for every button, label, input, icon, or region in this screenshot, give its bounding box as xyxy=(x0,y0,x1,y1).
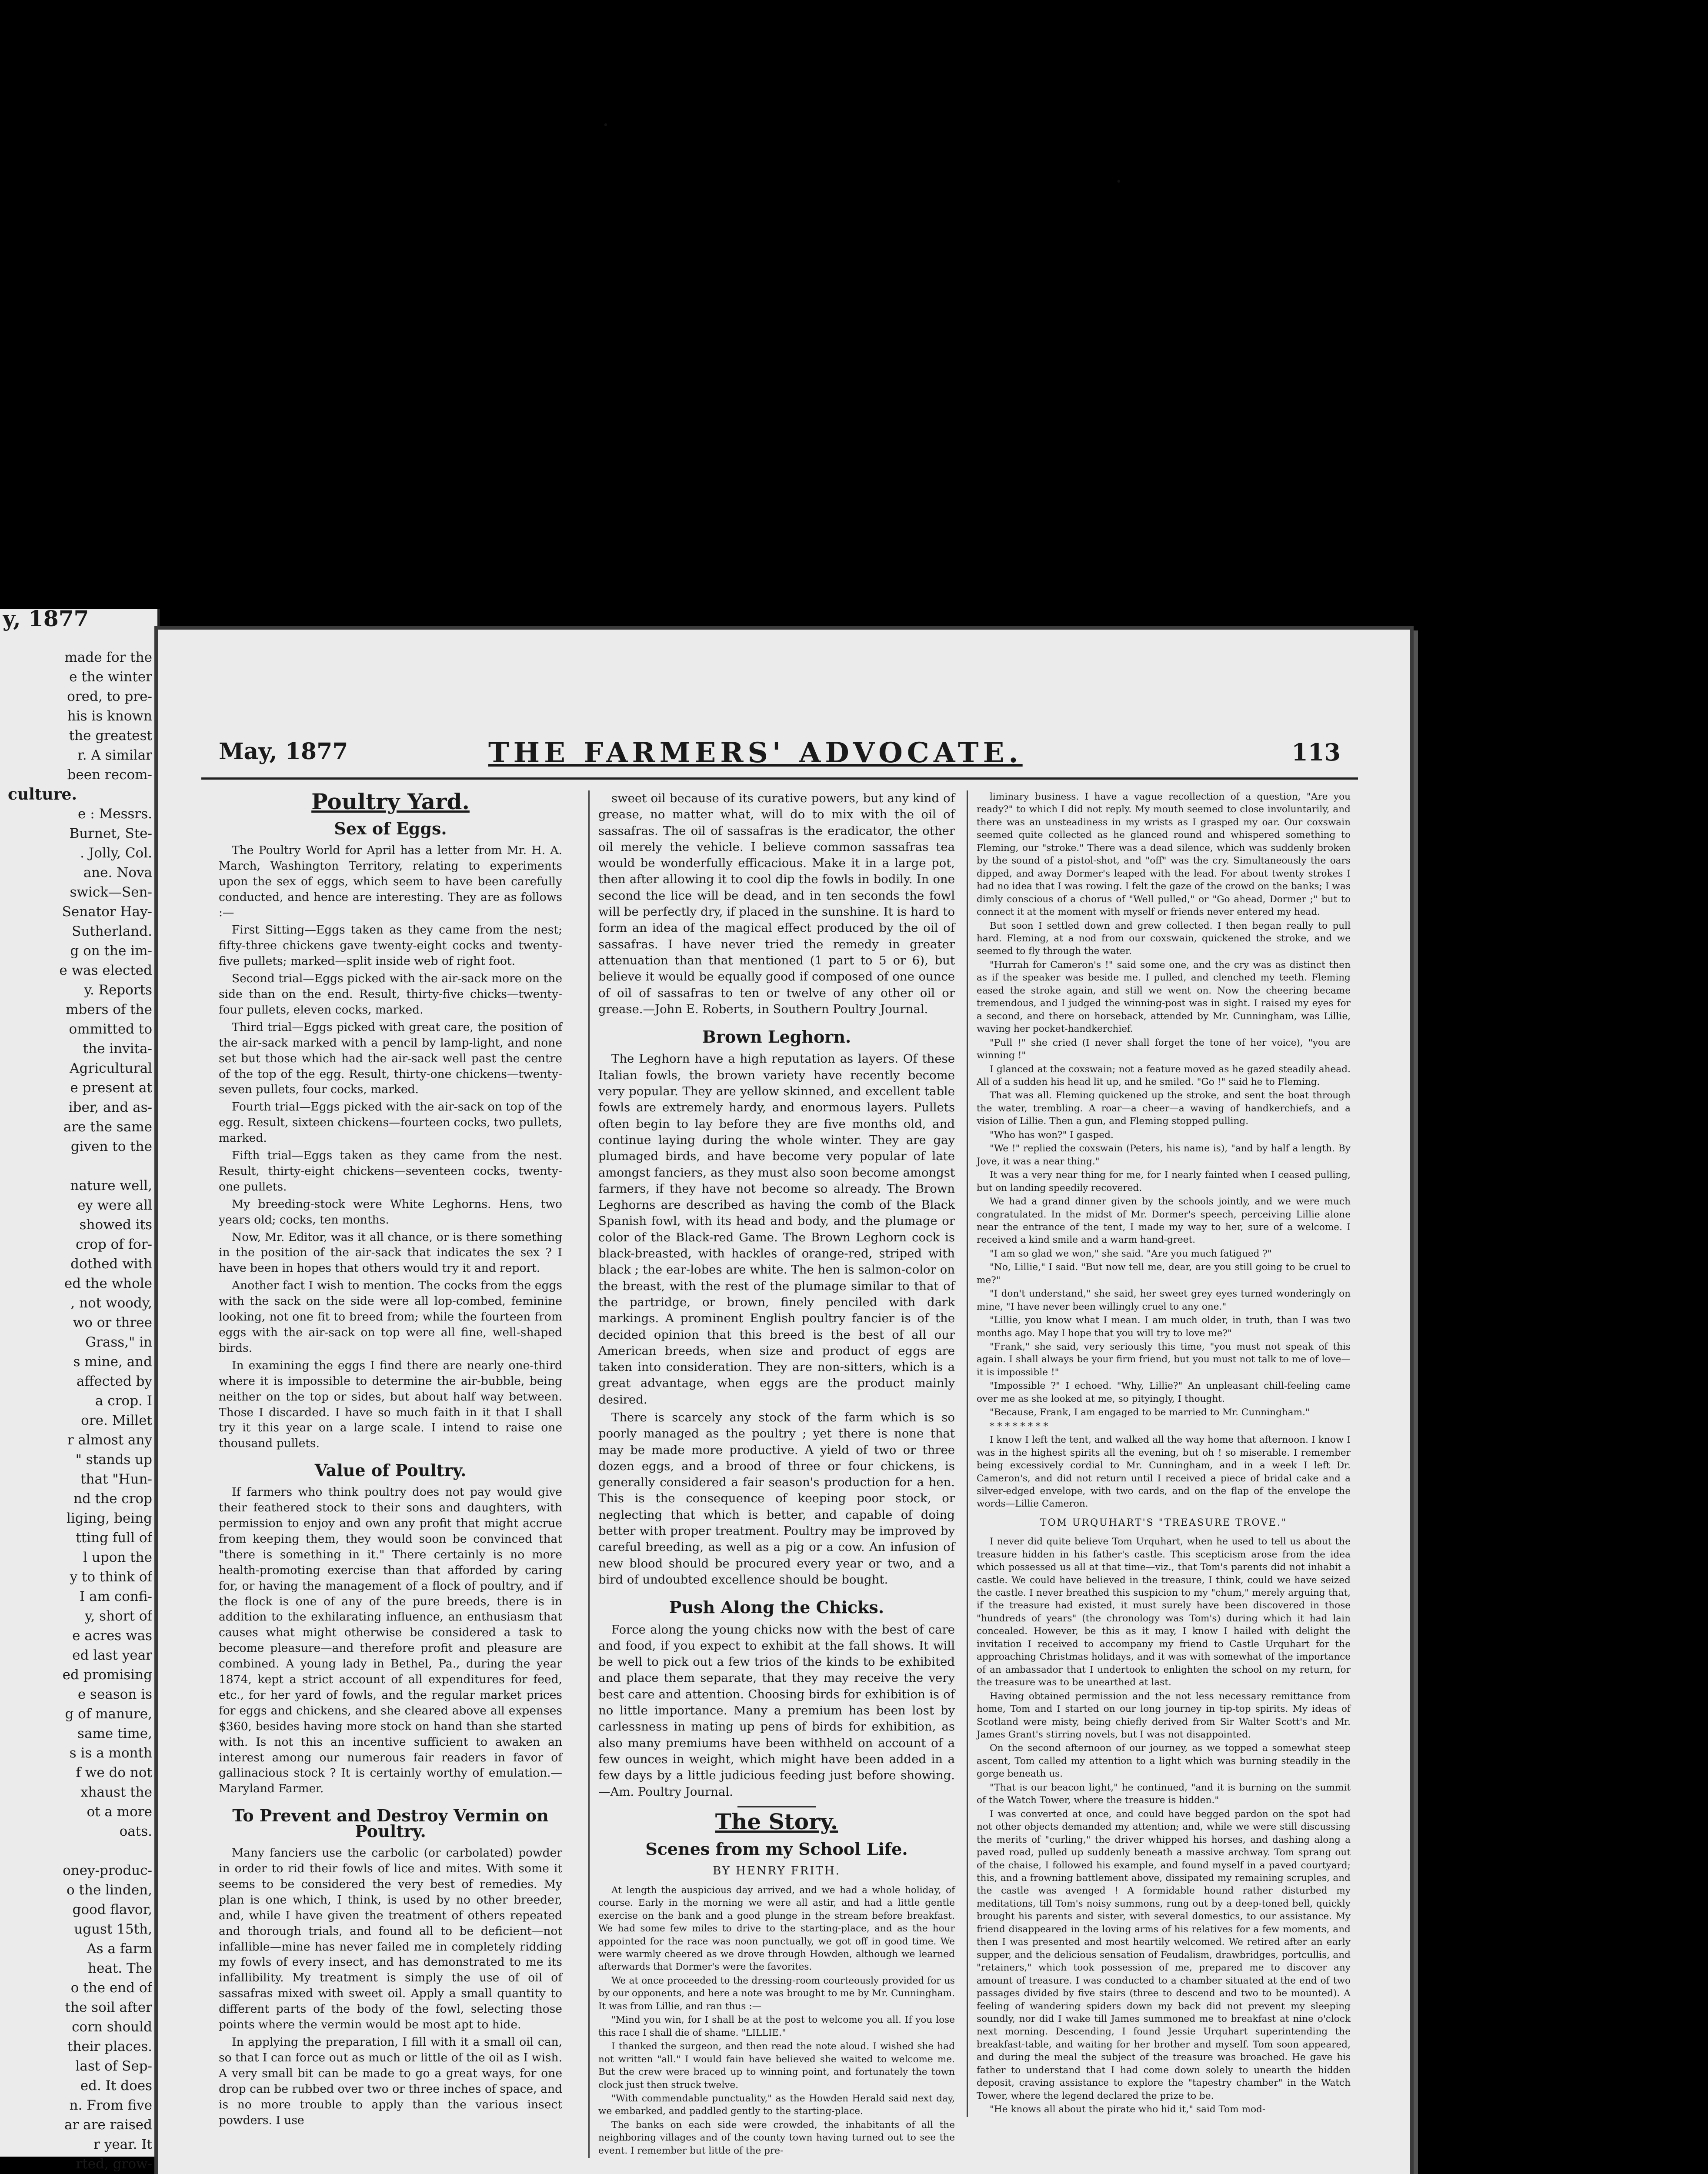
column-2 xyxy=(588,790,955,2158)
story-continuation xyxy=(977,790,1351,1510)
left-page-line: ed. It does xyxy=(80,2078,152,2094)
article-paragraph: In applying the preparation, I fill with it a small oil can, so that I can force out as much or little of the oil as I wish. A very small bit can be made to go a great ways, for one drop can be rubbed over two or three inches of space, and is no more trouble to apply than the various insect powders. I use xyxy=(219,2035,562,2127)
left-page-line: r. A similar xyxy=(77,747,152,763)
story-paragraph: "Frank," she said, very seriously this time, "you must not speak of this again. I shall always be your firm friend, but you must not talk to me of love—it is impossible !" xyxy=(977,1341,1351,1378)
left-page-fragment xyxy=(0,609,160,2172)
story-department-heading: The Story. xyxy=(715,1808,838,1834)
left-page-line: made for the xyxy=(64,650,152,665)
left-page-line: Burnet, Ste- xyxy=(69,826,152,841)
column-2-articles xyxy=(598,790,955,1800)
story-paragraph: "We !" replied the coxswain (Peters, his name is), "and by half a length. By Jove, it was a near thing." xyxy=(977,1143,1351,1167)
story-title: Scenes from my School Life. xyxy=(645,1839,908,1859)
article-paragraph: The Leghorn have a high reputation as layers. Of these Italian fowls, the brown variety have recently become very popular. They are yellow skinned, and excellent table fowls are extremely hardy, and enormous layers. Pullets often begin to lay before they are five months old, and continue laying during the whole winter. They are gay plumaged birds, and have become very popular of late amongst fanciers, as they must also soon become amongst farmers, if they have not become so already. The Brown Leghorns are described as having the comb of the Black Spanish fowl, with its head and body, and the plumage or color of the Black-red Game. The Brown Leghorn cock is black-breasted, with hackles of orange-red, striped with black ; the ear-lobes are white. The hen is salmon-color on the breast, with the rest of the plumage similar to that of the partridge, or brown, finely penciled with dark markings. A prominent English poultry fancier is of the decided opinion that this breed is the best of all our American breeds, when size and product of eggs are taken into consideration. They are non-sitters, which is a great advantage, when eggs are the product mainly desired. xyxy=(598,1052,955,1407)
article-paragraph: Second trial—Eggs picked with the air-sack more on the side than on the end. Result, thirty-five chicks—twenty-four pullets, eleven cocks, marked. xyxy=(219,972,562,1017)
header-rule xyxy=(201,777,1358,780)
left-page-line xyxy=(3,1157,152,1176)
story-paragraph: "He knows all about the pirate who hid it," said Tom mod- xyxy=(990,2104,1266,2115)
article-paragraph: sweet oil because of its curative powers, but any kind of grease, no matter what, will do to mix with the oil of sassafras. The oil of sassafras is the eradicator, the other oil merely the vehicle. I believe common sassafras tea would be wonderfully efficacious. Make it in a large pot, then after allowing it to cool dip the fowls in bodily. In one second the lice will be dead, and in ten seconds the fowl will be perfectly dry, if placed in the sunshine. It is hard to form an idea of the magical effect produced by the oil of sassafras. I have never tried the remedy in greater attenuation than that mentioned (1 part to 5 or 6), but believe it would be equally good if composed of one ounce of oil of sassafras to ten or twelve of any other oil or grease.—John E. Roberts, in Southern Poultry Journal. xyxy=(598,791,955,1016)
left-page-line: oney-produc- xyxy=(63,1863,152,1878)
left-page-line: s mine, and xyxy=(73,1354,152,1370)
story-paragraph: I know I left the tent, and walked all the way home that afternoon. I know I was in the highest spirits all the evening, but oh ! so miserable. I remember being excessively cordial to Mr. Cunningham, and in a week I left Dr. Cameron's, and did not return until I received a piece of bridal cake and a silver-edged envelope, with two cards, and on the flap of the envelope the words—Lillie Cameron. xyxy=(977,1434,1351,1510)
story-paragraph: "That is our beacon light," he continued, "and it is burning on the summit of the Watch Tower, where the treasure is hidden." xyxy=(977,1782,1351,1806)
left-page-line: I am confi- xyxy=(80,1589,152,1604)
left-page-line: ore. Millet xyxy=(81,1413,152,1428)
left-page-line: r year. It xyxy=(93,2137,152,2152)
section-divider xyxy=(737,1806,816,1807)
page-number: 113 xyxy=(1291,738,1341,766)
left-page-line: been recom- xyxy=(67,767,152,783)
stray-mark: · xyxy=(1115,169,1122,194)
left-page-line: ar are raised xyxy=(64,2117,152,2133)
left-page-line: nature well, xyxy=(70,1178,152,1194)
article-paragraph: Fourth trial—Eggs picked with the air-sack on top of the egg. Result, sixteen chickens—fourteen cocks, two pullets, marked. xyxy=(219,1100,562,1145)
left-page-line: dothed with xyxy=(70,1256,152,1272)
left-page-line: last of Sep- xyxy=(75,2058,152,2074)
story-paragraph: "With commendable punctuality," as the Howden Herald said next day, we embarked, and paddled gently to the starting-place. xyxy=(598,2093,955,2117)
left-page-line: heat. The xyxy=(88,1961,152,1976)
left-page-line: showed its xyxy=(79,1217,152,1233)
left-page-line: their places. xyxy=(67,2039,152,2054)
article-paragraph: Force along the young chicks now with the best of care and food, if you expect to exhibit at the fall shows. It will be well to pick out a few trios of the kinds to be exhibited and place them separate, that they may receive the very best care and attention. Choosing birds for exhibition is of no little importance. Many a premium has been lost by carlessness in mating up pens of birds for exhibition, as also many premiums have been withheld on account of a few ounces in weight, which might have been added in a few days by a little judicious feeding just before showing.—Am. Poultry Journal. xyxy=(598,1622,955,1799)
left-page-line: Senator Hay- xyxy=(62,904,152,920)
story-paragraph: That was all. Fleming quickened up the stroke, and sent the boat through the water, trembling. A roar—a cheer—a waving of handkerchiefs, and a vision of Lillie. Then a gun, and Fleming stopped pulling. xyxy=(977,1090,1351,1127)
left-page-line: the invita- xyxy=(83,1041,152,1057)
left-page-heading: culture. xyxy=(8,785,77,804)
article-paragraph: If farmers who think poultry does not pay would give their feathered stock to their sons and daughters, with permission to enjoy and own any profit that might accrue from keeping them, they would soon be convinced that "there is something in it." There certainly is no more health-promoting exercise than that afforded by caring for, or having the management of a flock of poultry, and if the flock is one of any of the pure breeds, there is in addition to the exhilarating influence, an enthusiasm that causes what might otherwise be considered a task to become pleasure—and therefore profit and pleasure are combined. A young lady in Bethel, Pa., during the year 1874, kept a strict account of all expenditures for feed, etc., for her yard of fowls, and the regular market prices for eggs and chickens, and she cleared above all expenses $360, besides having more stock on hand than she started with. Is not this an incentive sufficient to awaken an interest among our numerous fair readers in favor of gallinacious stock ? It is certainly worthy of emulation.—Maryland Farmer. xyxy=(219,1485,562,1796)
left-page-line: n. From five xyxy=(69,2097,152,2113)
left-page-line: the greatest xyxy=(69,728,152,744)
article-title: To Prevent and Destroy Vermin on Poultry. xyxy=(232,1806,549,1841)
left-page-line: crop of for- xyxy=(76,1237,152,1252)
newspaper-page xyxy=(154,626,1414,2174)
left-page-line: rted, grow- xyxy=(76,2156,152,2172)
left-page-line: . Jolly, Col. xyxy=(80,845,152,861)
story-subheading: TOM URQUHART'S "TREASURE TROVE." xyxy=(1040,1517,1288,1528)
left-page-line: tting full of xyxy=(76,1530,152,1546)
story-paragraph: We at once proceeded to the dressing-room courteously provided for us by our opponents, and here a note was brought to me by Mr. Cunningham. It was from Lillie, and ran thus :— xyxy=(598,1975,955,2012)
issue-date: May, 1877 xyxy=(219,738,348,765)
left-page-line: g of manure, xyxy=(65,1706,152,1722)
article-paragraph: There is scarcely any stock of the farm which is so poorly managed as the poultry ; yet there is none that may be made more productive. A yield of two or three dozen eggs, and a brood of three or four chickens, is generally considered a fair season's production for a hen. This is the consequence of keeping poor stock, or neglecting that which is better, and capable of doing better with proper treatment. Poultry may be improved by careful breeding, as well as a pig or a cow. An infusion of new blood should be procured every year or two, and a bird of undoubted excellence should be bought. xyxy=(598,1410,955,1587)
story-paragraph: The banks on each side were crowded, the inhabitants of all the neighboring villages and of the county town having turned out to see the event. I remember but little of the pre- xyxy=(598,2119,955,2156)
left-page-line: liging, being xyxy=(66,1510,152,1526)
left-page-line: the soil after xyxy=(65,2000,152,2015)
left-page-text xyxy=(3,609,152,2174)
story-paragraph: It was a very near thing for me, for I nearly fainted when I ceased pulling, but on landing speedily recovered. xyxy=(977,1170,1351,1194)
story-paragraph: "I am so glad we won," she said. "Are you much fatigued ?" xyxy=(990,1248,1272,1259)
page-header xyxy=(219,738,1358,773)
left-page-line: xhaust the xyxy=(80,1784,152,1800)
article-title: Value of Poultry. xyxy=(314,1460,467,1480)
article-title: Sex of Eggs. xyxy=(334,818,447,838)
article-paragraph: Fifth trial—Eggs taken as they came from the nest. Result, thirty-eight chickens—seventeen cocks, twenty-one pullets. xyxy=(219,1149,562,1194)
left-page-line: g on the im- xyxy=(70,943,152,959)
left-page-line: s is a month xyxy=(69,1745,152,1761)
left-page-line: affected by xyxy=(76,1374,152,1389)
left-page-line: o the linden, xyxy=(67,1882,152,1898)
department-heading: Poultry Yard. xyxy=(311,789,470,814)
left-page-line: ed promising xyxy=(62,1667,152,1683)
left-page-line: l upon the xyxy=(83,1550,152,1565)
left-page-line: oats. xyxy=(119,1824,152,1839)
left-page-line: e : Messrs. xyxy=(78,806,152,822)
left-page-line: As a farm xyxy=(87,1941,152,1957)
column-1 xyxy=(219,790,562,2130)
left-page-line: ot a more xyxy=(87,1804,152,1820)
story-paragraph: "Who has won?" I gasped. xyxy=(990,1129,1114,1140)
left-page-line xyxy=(3,1841,152,1861)
left-page-line: ey were all xyxy=(77,1197,152,1213)
masthead-title: THE FARMERS' ADVOCATE. xyxy=(488,737,1023,769)
left-page-line: nd the crop xyxy=(73,1491,152,1507)
story-paragraph: "No, Lillie," I said. "But now tell me, dear, are you still going to be cruel to me?" xyxy=(977,1262,1351,1286)
story-paragraph: "Hurrah for Cameron's !" said some one, and the cry was as distinct then as if the speaker was beside me. I pulled, and clenched my teeth. Fleming eased the stroke again, and still we went on. Now the cheering became tremendous, and I judged the winning-post was in sight. I raised my eyes for a second, and there on horseback, attended by Mr. Cunningham, was Lillie, waving her pocket-handkerchief. xyxy=(977,959,1351,1035)
story-paragraph: I glanced at the coxswain; not a feature moved as he gazed steadily ahead. All of a sudden his head lit up, and he smiled. "Go !" said he to Fleming. xyxy=(977,1064,1351,1087)
story-paragraph: "Impossible ?" I echoed. "Why, Lillie?" An unpleasant chill-feeling came over me as she looked at me, so pityingly, I thought. xyxy=(977,1380,1351,1404)
story-paragraph: We had a grand dinner given by the schools jointly, and we were much congratulated. In the midst of Mr. Dormer's speech, perceiving Lillie alone near the entrance of the tent, I made my way to her, sure of a welcome. I received a kind smile and a warm hand-greet. xyxy=(977,1196,1351,1246)
story-body xyxy=(598,1884,955,2157)
story-paragraph: I never did quite believe Tom Urquhart, when he used to tell us about the treasure hidden in his father's castle. This scepticism arose from the idea which possessed us all at that time—viz., that Tom's parents did not inhabit a castle. We could have believed in the treasure, I think, could we have seized the castle. I never breathed this suspicion to my "chum," merely arguing that, if the treasure had existed, it must surely have been discovered in those "hundreds of years" (the chronology was Tom's) during which it had lain concealed. However, be this as it may, I know I hailed with delight the invitation I received to accompany my friend to Castle Urquhart for the approaching Christmas holidays, and it was with somewhat of the importance of an ambassador that I undertook to enlighten the school on my return, for the treasure was to be unearthed at last. xyxy=(977,1536,1351,1688)
left-page-line: a crop. I xyxy=(95,1393,152,1409)
article-title: Push Along the Chicks. xyxy=(669,1597,884,1617)
story-paragraph: "I don't understand," she said, her sweet grey eyes turned wonderingly on mine, "I have never been willingly cruel to any one." xyxy=(977,1288,1351,1312)
article-paragraph: Another fact I wish to mention. The cocks from the eggs with the sack on the side were all lop-combed, feminine looking, not one fit to breed from; while the fourteen from eggs with the air-sack on top were all fine, well-shaped birds. xyxy=(219,1279,562,1355)
left-page-line: o the end of xyxy=(70,1980,152,1996)
article-paragraph: First Sitting—Eggs taken as they came from the nest; fifty-three chickens gave twenty-eight cocks and twenty-five pullets; marked—split inside web of right foot. xyxy=(219,923,562,968)
left-page-line: e the winter xyxy=(69,669,152,685)
left-page-line: iber, and as- xyxy=(68,1100,152,1115)
article-paragraph: Now, Mr. Editor, was it all chance, or is there something in the position of the air-sack that indicates the sex ? I have been in hopes that others would try it and report. xyxy=(219,1230,562,1275)
left-page-line: y, short of xyxy=(85,1608,152,1624)
story-continuation-2 xyxy=(977,1535,1351,2116)
left-page-line: e acres was xyxy=(72,1628,152,1644)
left-page-line: are the same xyxy=(63,1119,152,1135)
article-paragraph: In examining the eggs I find there are nearly one-third where it is impossible to determine the air-bubble, being neither on the top or sides, but about half way between. Those I discarded. I have so much faith in it that I shall try it this year on a large scale. I intend to raise one thousand pullets. xyxy=(219,1358,562,1450)
left-page-line: , not woody, xyxy=(70,1295,152,1311)
story-paragraph: At length the auspicious day arrived, and we had a whole holiday, of course. Early in the morning we were all astir, and had a little gentle exercise on the bank and a good plunge in the stream before breakfast. We had some few miles to drive to the starting-place, and as the hour appointed for the race was noon punctually, we got off in good time. We were warmly cheered as we drove through Howden, although we learned afterwards that Dormer's were the favorites. xyxy=(598,1884,955,1973)
story-paragraph: But soon I settled down and grew collected. I then began really to pull hard. Fleming, at a nod from our coxswain, quickened the stroke, and we seemed to fly through the water. xyxy=(977,920,1351,957)
column-1-articles xyxy=(219,818,562,2128)
left-page-line: corn should xyxy=(72,2019,152,2035)
story-paragraph: "Lillie, you know what I mean. I am much older, in truth, than I was two months ago. May I hope that you will try to love me?" xyxy=(977,1315,1351,1339)
article-paragraph: My breeding-stock were White Leghorns. Hens, two years old; cocks, ten months. xyxy=(219,1197,562,1227)
left-page-line: y to think of xyxy=(70,1569,152,1585)
left-page-line: ed last year xyxy=(72,1647,152,1663)
left-page-line: ed the whole xyxy=(64,1276,152,1291)
left-page-line: e season is xyxy=(77,1687,152,1702)
left-page-line: given to the xyxy=(70,1139,152,1154)
story-paragraph: I thanked the surgeon, and then read the note aloud. I wished she had not written "all." I would fain have believed she waited to welcome me. But the crew were braced up to winning point, and fortunately the town clock just then struck twelve. xyxy=(598,2041,955,2091)
left-page-line: ommitted to xyxy=(69,1021,152,1037)
left-page-line: ane. Nova xyxy=(83,865,152,880)
left-page-line: swick—Sen- xyxy=(70,884,152,900)
story-paragraph: Having obtained permission and the not less necessary remittance from home, Tom and I started on our long journey in tip-top spirits. My ideas of Scotland were misty, being chiefly derived from Sir Walter Scott's and Mr. James Grant's stirring novels, but I was not disappointed. xyxy=(977,1691,1351,1741)
story-paragraph: On the second afternoon of our journey, as we topped a somewhat steep ascent, Tom called my attention to a light which was burning steadily in the gorge beneath us. xyxy=(977,1743,1351,1780)
left-page-line: Sutherland. xyxy=(72,924,152,939)
story-paragraph: "Because, Frank, I am engaged to be married to Mr. Cunningham." xyxy=(990,1407,1310,1418)
story-paragraph: * * * * * * * * xyxy=(990,1420,1048,1432)
left-page-line: Agricultural xyxy=(70,1060,152,1076)
left-page-line: Grass," in xyxy=(85,1334,152,1350)
story-byline: BY HENRY FRITH. xyxy=(713,1864,841,1878)
story-paragraph: "Mind you win, for I shall be at the post to welcome you all. If you lose this race I shall die of shame. "LILLIE." xyxy=(598,2014,955,2038)
left-page-line: y. Reports xyxy=(84,982,152,998)
left-page-line: same time, xyxy=(77,1726,152,1741)
left-page-line: good flavor, xyxy=(72,1902,152,1917)
left-page-line: ugust 15th, xyxy=(74,1921,152,1937)
story-paragraph: "Pull !" she cried (I never shall forget the tone of her voice), "you are winning !" xyxy=(977,1037,1351,1061)
left-page-line: wo or three xyxy=(73,1315,152,1330)
left-page-line: mbers of the xyxy=(66,1002,152,1017)
article-title: Brown Leghorn. xyxy=(702,1027,851,1047)
left-page-line: his is known xyxy=(67,708,152,724)
article-paragraph: Third trial—Eggs picked with great care, the position of the air-sack marked with a pencil by lamp-light, and none set but those which had the air-sack well past the centre of the top of the egg. Result, thirty-one chickens—twenty-seven pullets, four cocks, marked. xyxy=(219,1020,562,1097)
story-paragraph: liminary business. I have a vague recollection of a question, "Are you ready?" to which I did not reply. My mouth seemed to close involuntarily, and there was an unsteadiness in my wrists as I grasped my oar. Our coxswain seemed quite collected as he glanced round and whispered something to Fleming, our "stroke." There was a dead silence, which was suddenly broken by the sound of a pistol-shot, and "off" was the cry. Simultaneously the oars dipped, and away Dormer's leaped with the lead. For about twenty strokes I had no idea that I was rowing. I felt the gaze of the crowd on the banks; I was dimly conscious of a chorus of "Well pulled," or "Go ahead, Dormer ;" but to connect it at the moment with myself or friends never entered my head. xyxy=(977,791,1351,918)
left-page-line: e present at xyxy=(70,1080,152,1096)
left-page-line: that "Hun- xyxy=(80,1471,152,1487)
column-3 xyxy=(967,790,1351,2117)
story-paragraph: I was converted at once, and could have begged pardon on the spot had not other objects demanded my attention; and, while we were still discussing the merits of "curling," the driver whipped his horses, and dashing along a paved road, pulled up suddenly beneath a massive archway. Tom sprang out of the chaise, I followed his example, and found myself in a paved courtyard; this, and a frowning battlement above, dissipated my remaining scruples, and the castle was avenged ! A formidable hound rather disturbed my meditations, till Tom's noisy summons, rung out by a deep-toned bell, quickly brought his parents and sister, with several domestics, to our assistance. My friend disappeared in the loving arms of his relatives for a few moments, and then I was presented and most heartily welcomed. We retired after an early supper, and the delicious sensation of Feudalism, drawbridges, portcullis, and "retainers," which took possession of me, prepared me to discover any amount of treasure. I was conducted to a chamber situated at the end of two passages divided by five stairs (three to descend and two to be mounted). A feeling of wandering spiders down my back did not prevent my sleeping soundly, nor did I wake till James summoned me to breakfast at nine o'clock next morning. Descending, I found Jessie Urquhart superintending the breakfast-table, and waiting for her brother and myself. Tom soon appeared, and during the meal the subject of the treasure was broached. He gave his father to understand that I had come down solely to unearth the hidden deposit, craving assistance to explore the "tapestry chamber" in the Watch Tower, where the legend declared the prize to be. xyxy=(977,1808,1351,2101)
article-paragraph: The Poultry World for April has a letter from Mr. H. A. March, Washington Territory, relating to experiments upon the sex of eggs, which seem to have been carefully conducted, and hence are interesting. They are as follows :— xyxy=(219,843,562,920)
article-paragraph: Many fanciers use the carbolic (or carbolated) powder in order to rid their fowls of lice and mites. With some it seems to be considered the very best of remedies. My plan is one which, I think, is used by no other breeder, and, while I have given the treatment of others repeated and thorough trials, and found all to be deficient—not infallible—mine has never failed me in completely ridding my fowls of every insect, and has demonstrated to me its infallibility. My treatment is simply the use of oil of sassafras mixed with sweet oil. Apply a small quantity to different parts of the body of the fowl, selecting those points where the vermin would be most apt to hide. xyxy=(219,1846,562,2032)
left-page-line: e was elected xyxy=(59,963,152,978)
stray-mark: · xyxy=(602,112,609,137)
left-page-line: " stands up xyxy=(75,1452,152,1467)
left-page-line: r almost any xyxy=(67,1432,152,1448)
left-page-line: y, 1877 xyxy=(3,609,89,631)
left-page-line: ored, to pre- xyxy=(67,689,152,704)
left-page-line: f we do not xyxy=(76,1765,152,1781)
